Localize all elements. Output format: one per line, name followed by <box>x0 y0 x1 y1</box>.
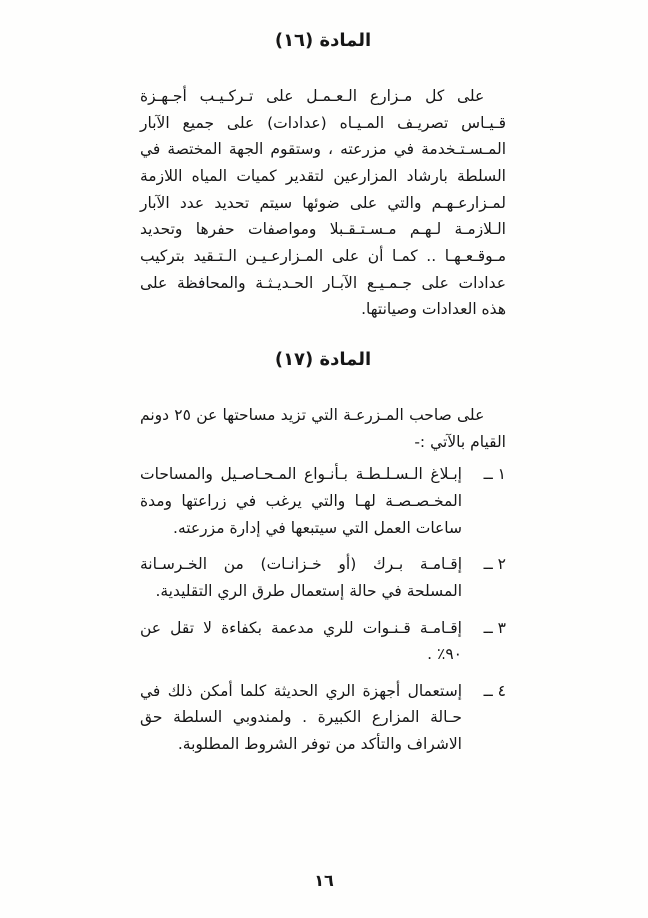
list-item <box>140 615 506 668</box>
list-item-marker: ٣ ــ <box>483 618 506 637</box>
article-16-body: على كل مـزارع الـعـمـل على تـركـيـب أجـهـزة قـيـاس تصريـف المـيـاه (عدادات) على جميع الآبار المـسـتـخدمة في مزرعته ، وستقوم الجهة المختصة في السلطة بارشاد المزارعين لتقدير كميات المياه اللازمة لمـزارعـهـم والتي على ضوئها سيتم تحديد عدد الآبار الـلازمـة لـهـم مـسـتـقـبلا ومواصفات حفرها وتحديد مـوقـعـهـا .. كمـا أن على المـزارعـيـن الـتـقيد بتركيب عدادات على جـمـيـع الآبـار الحـديـثـة والمحافظة على هذه العدادات وصيانتها. <box>140 87 506 319</box>
list-item-marker: ٤ ــ <box>483 681 506 700</box>
list-item-marker: ١ ــ <box>483 465 506 484</box>
list-item <box>140 551 506 604</box>
list-item-text: إقـامـة قـنـوات للري مدعمة بكفاءة لا تقل عن ٩٠٪ . <box>140 618 462 664</box>
article-17-intro: على صاحب المـزرعـة التي تزيد مساحتها عن ٢٥ دونم القيام بالآتي :- <box>140 405 506 451</box>
list-item <box>140 461 506 541</box>
list-item-text: إقـامـة بـرك (أو خـزانـات) من الخـرسـانة المسلحة في حالة إستعمال طرق الري التقليدية. <box>140 555 462 600</box>
page-content <box>140 30 506 768</box>
list-item-text: إستعمال أجهزة الري الحديثة كلما أمكن ذلك في حـالة المزارع الكبيرة . ولمندوبي السلطة حق الاشراف والتأكد من توفر الشروط المطلوبة. <box>140 681 462 754</box>
article-16-heading: المادة (١٦) <box>274 30 372 51</box>
list-item <box>140 678 506 758</box>
article-17-list <box>140 461 506 758</box>
list-item-text: إبـلاغ الـسـلـطـة بـأنـواع المـحـاصـيل والمساحات المخـصـصـة لهـا والتي يرغب في زراعتها ومدة ساعات العمل التي سيتبعها في إدارة مزرعته. <box>140 465 462 537</box>
article-17-heading: المادة (١٧) <box>274 348 372 370</box>
list-item-marker: ٢ ــ <box>483 555 506 574</box>
page-number: ١٦ <box>314 871 334 890</box>
